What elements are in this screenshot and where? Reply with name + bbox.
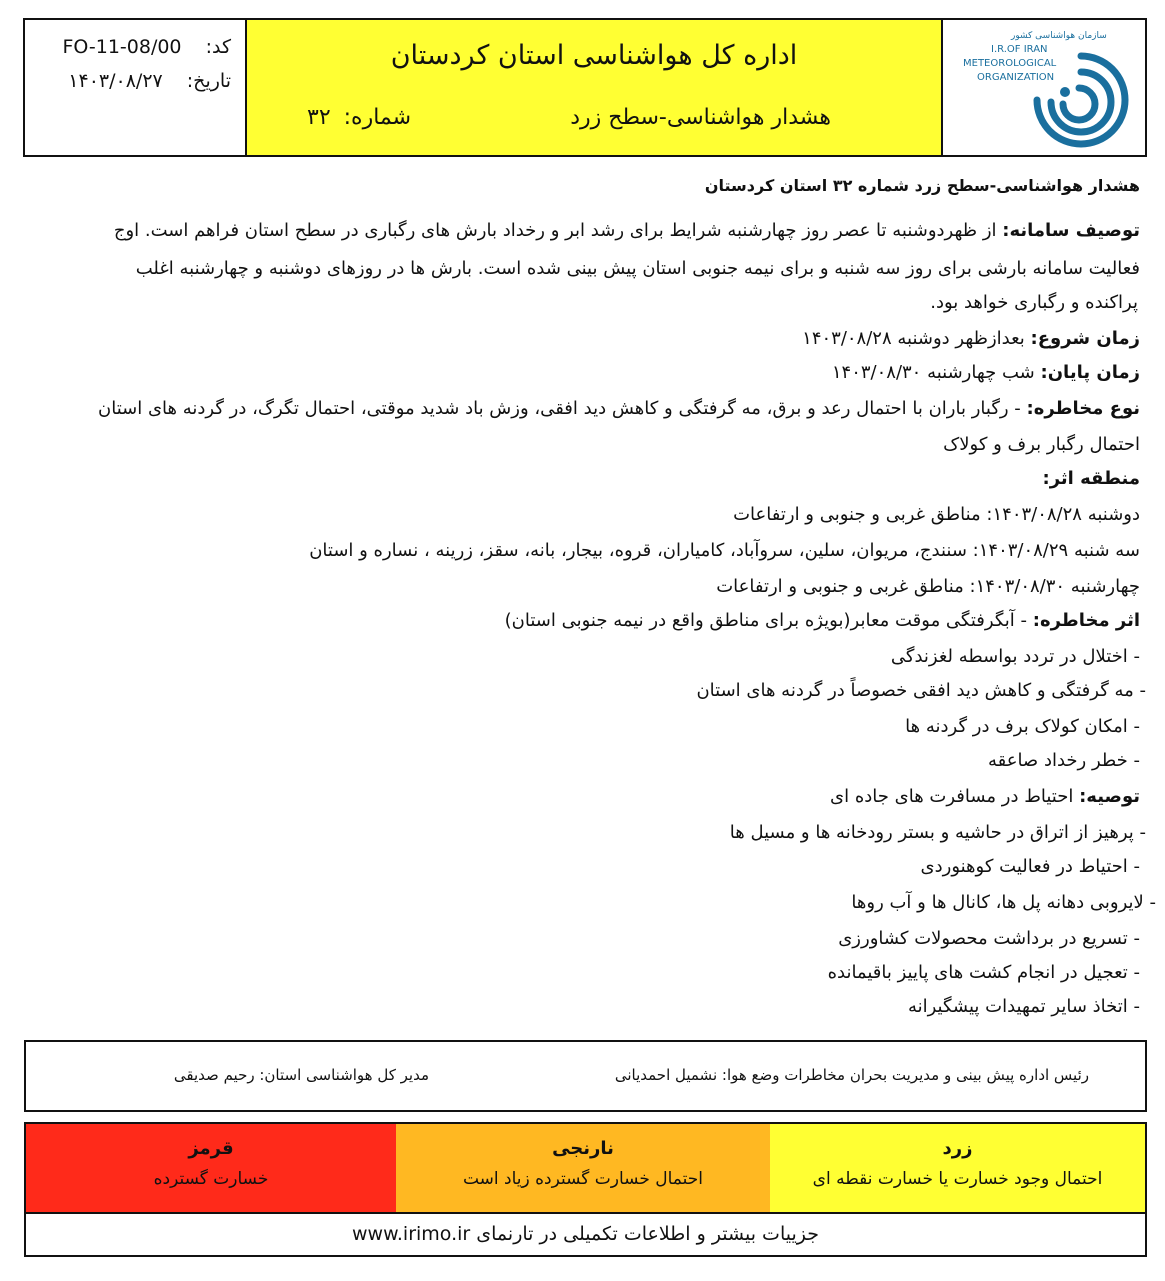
system-label: توصیف سامانه: [1002,220,1140,241]
level-yellow-cell [770,1124,1145,1212]
header-box [23,18,1147,157]
area-line-3: چهارشنبه ۱۴۰۳/۰۸/۳۰: مناطق غربی و جنوبی و ارتفاعات [716,576,1140,597]
code-value: FO-11-08/00 [62,36,182,58]
advice-line-1 [830,786,1140,807]
system-text-3: پراکنده و رگباری خواهد بود. [930,292,1138,313]
document-code-panel [25,20,247,155]
date-label: تاریخ: [186,70,231,92]
effect-label: اثر مخاطره: [1032,610,1140,631]
code-row [62,36,231,58]
area-line-1: دوشنبه ۱۴۰۳/۰۸/۲۸: مناطق غربی و جنوبی و ارتفاعات [733,504,1140,525]
more-info-footer: جزییات بیشتر و اطلاعات تکمیلی در تارنمای www.irimo.ir [26,1212,1145,1257]
area-line-2: سه شنبه ۱۴۰۳/۰۸/۲۹: سنندج، مریوان، سلین، سروآباد، کامیاران، قروه، بیجار، بانه، سقز، زرینه ، نساره و استان [309,540,1140,561]
level-orange-cell [394,1124,770,1212]
effect-line-1 [505,610,1140,631]
warning-number [307,105,411,130]
advice-item: - پرهیز از اتراق در حاشیه و بستر رودخانه ها و مسیل ها [729,822,1146,843]
level-yellow-name: زرد [942,1138,973,1159]
area-label: منطقه اثر: [1042,468,1140,489]
start-time-line [802,328,1140,349]
effect-item: - خطر رخداد صاعقه [987,750,1140,771]
advice-first: احتیاط در مسافرت های جاده ای [830,786,1074,807]
advice-item: - احتیاط در فعالیت کوهنوردی [920,856,1140,877]
system-text-1: از ظهردوشنبه تا عصر روز چهارشنبه شرایط برای رشد ابر و رخداد بارش های رگباری در سطح استان فراهم است. اوج [113,220,997,241]
system-description-line-1 [114,220,1140,241]
number-label: شماره: [343,105,412,130]
logo-text-en-1: I.R.OF IRAN [991,44,1048,55]
logo-text-en-3: ORGANIZATION [977,72,1055,83]
level-yellow-desc: احتمال وجود خسارت یا خسارت نقطه ای [812,1169,1103,1189]
advice-item: - لایروبی دهانه پل ها، کانال ها و آب روها [851,892,1156,913]
hazard-label: نوع مخاطره: [1026,398,1140,419]
logo-text-fa: سازمان هواشناسی کشور [1011,31,1107,41]
effect-first: - آبگرفتگی موقت معابر(بویژه برای مناطق واقع در نیمه جنوبی استان) [504,610,1028,631]
meteorological-organization-logo [943,20,1145,155]
advice-item: - اتخاذ سایر تمهیدات پیشگیرانه [907,996,1140,1017]
content-heading: هشدار هواشناسی-سطح زرد شماره ۳۲ استان کردستان [704,176,1140,195]
logo-text-en-2: METEOROLOGICAL [963,58,1057,69]
effect-item: - اختلال در تردد بواسطه لغزندگی [890,646,1140,667]
end-label: زمان پایان: [1040,362,1140,383]
effect-item: - مه گرفتگی و کاهش دید افقی خصوصاً در گردنه های استان [696,680,1146,701]
warning-title: هشدار هواشناسی-سطح زرد [570,105,831,130]
effect-item: - امکان کولاک برف در گردنه ها [905,716,1140,737]
level-red-cell [26,1124,396,1212]
advice-label: توصیه: [1079,786,1140,807]
advice-item: - تعجیل در انجام کشت های پاییز باقیمانده [827,962,1140,983]
date-value: ۱۴۰۳/۰۸/۲۷ [68,70,163,92]
title-panel [247,20,943,155]
level-orange-desc: احتمال خسارت گسترده زیاد است [462,1169,703,1189]
start-label: زمان شروع: [1030,328,1140,349]
office-title: اداره کل هواشناسی استان کردستان [390,40,798,71]
system-text-2: فعالیت سامانه بارشی برای روز سه شنبه و برای نیمه جنوبی استان پیش بینی شده است. بارش ها در روزهای دوشنبه و چهارشنبه اغلب [135,258,1140,279]
signature-box [24,1040,1147,1112]
hazard-text-2: احتمال رگبار برف و کولاک [943,434,1140,455]
level-red-name: قرمز [188,1138,234,1159]
level-orange-name: نارنجی [552,1138,614,1159]
code-label: کد: [205,36,231,58]
end-value: شب چهارشنبه ۱۴۰۳/۰۸/۳۰ [831,362,1035,383]
end-time-line [832,362,1140,383]
hazard-text-1: - رگبار باران با احتمال رعد و برق، مه گرفتگی و کاهش دید افقی، وزش باد شدید موقتی، احتمال تگرگ، در گردنه های استان [98,398,1021,419]
logo-panel [943,20,1145,155]
warning-levels-table [24,1122,1147,1257]
director-signature: مدیر کل هواشناسی استان: رحیم صدیقی [173,1066,429,1084]
date-row [68,70,231,92]
advice-item: - تسریع در برداشت محصولات کشاورزی [838,928,1140,949]
number-value: ۳۲ [307,105,331,130]
start-value: بعدازظهر دوشنبه ۱۴۰۳/۰۸/۲۸ [802,328,1025,349]
forecast-head-signature: رئیس اداره پیش بینی و مدیریت بحران مخاطرات وضع هوا: نشمیل احمدیانی [614,1066,1089,1084]
hazard-type-line-1 [98,398,1140,419]
level-red-desc: خسارت گسترده [153,1169,269,1189]
